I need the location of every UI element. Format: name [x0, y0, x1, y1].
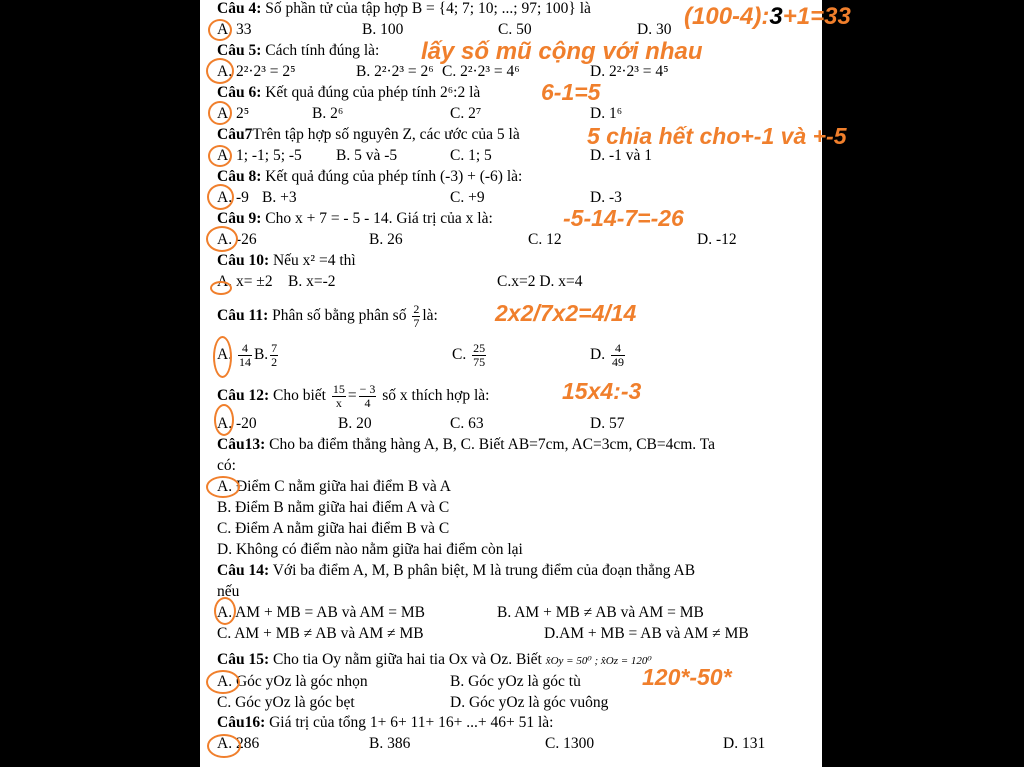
q15-option-a: A. Góc yOz là góc nhọn [217, 673, 368, 690]
q11-option-d: D. $\frac{4}{49}$ [590, 341, 624, 369]
annotation-q9: -5-14-7=-26 [563, 205, 684, 231]
answer-circle-q13 [206, 476, 240, 498]
question-7: Câu7Trên tập hợp số nguyên Z, các ước của 5 là [217, 126, 520, 143]
annotation-q15: 120*-50* [642, 664, 732, 690]
answer-circle-q8 [207, 184, 234, 210]
q14-option-b: B. AM + MB ≠ AB và AM = MB [497, 604, 704, 621]
q16-option-d: D. 131 [723, 735, 766, 752]
q16-option-b: B. 386 [369, 735, 411, 752]
annotation-q6: 6-1=5 [541, 79, 601, 105]
q7-option-b: B. 5 và -5 [336, 147, 398, 164]
question-13: Câu13: Cho ba điểm thẳng hàng A, B, C. Biết AB=7cm, AC=3cm, CB=4cm. Ta [217, 436, 716, 453]
question-16: Câu16: Giá trị của tổng 1+ 6+ 11+ 16+ ...+ 46+ 51 là: [217, 714, 554, 731]
q7-option-c: C. 1; 5 [450, 147, 492, 164]
q4-option-b: B. 100 [362, 21, 404, 38]
annotation-q7: 5 chia hết cho+-1 và +-5 [587, 123, 847, 149]
q11-option-a: A. $\frac{4}{14}$ B. $\frac{7}{2}$ [217, 341, 278, 369]
q6-option-a: A. 2⁵ [217, 105, 250, 122]
q5-option-d: D. 2²·2³ = 4⁵ [590, 63, 669, 80]
q9-option-d: D. -12 [697, 231, 737, 248]
q7-option-a: A. 1; -1; 5; -5 [217, 147, 302, 164]
annotation-q12: 15x4:-3 [562, 378, 642, 404]
q4-option-a: A. 33 [217, 21, 252, 38]
q10-option-a: A. x= ±2 [217, 273, 273, 290]
q8-option-b: B. +3 [262, 189, 297, 206]
q8-option-c: C. +9 [450, 189, 485, 206]
q6-option-c: C. 2⁷ [450, 105, 482, 122]
answer-circle-q11 [213, 336, 232, 378]
q14-option-a: A. AM + MB = AB và AM = MB [217, 604, 425, 621]
answer-circle-q16 [207, 734, 241, 758]
question-11: Câu 11: Phân số bằng phân số $\frac{2}{7}$ là: [217, 302, 438, 330]
q13-option-c: C. Điểm A nằm giữa hai điểm B và C [217, 520, 450, 537]
q13-option-a: A. Điểm C nằm giữa hai điểm B và A [217, 478, 451, 495]
q5-option-a: A. 2²·2³ = 2⁵ [217, 63, 296, 80]
q9-option-a: A. -26 [217, 231, 257, 248]
q13-option-d: D. Không có điểm nào nằm giữa hai điểm còn lại [217, 541, 523, 558]
q14-option-d: D.AM + MB = AB và AM ≠ MB [544, 625, 749, 642]
annotation-q4: (100-4):3+1=33 [684, 3, 851, 30]
q13-option-b: B. Điểm B nằm giữa hai điểm A và C [217, 499, 450, 516]
answer-circle-q7 [208, 145, 232, 167]
question-13-cont: có: [217, 457, 236, 474]
q15-option-b: B. Góc yOz là góc tù [450, 673, 581, 690]
q15-option-c: C. Góc yOz là góc bẹt [217, 694, 355, 711]
q11-fraction: $\frac{2}{7}$ [413, 302, 420, 330]
question-8: Câu 8: Kết quả đúng của phép tính (-3) + (-6) là: [217, 168, 523, 185]
q12-option-c: C. 63 [450, 415, 484, 432]
q8-option-d: D. -3 [590, 189, 622, 206]
answer-circle-q12 [214, 404, 234, 436]
answer-circle-q5 [206, 58, 234, 84]
q9-option-c: C. 12 [528, 231, 562, 248]
answer-circle-q9 [206, 226, 238, 252]
question-14: Câu 14: Với ba điểm A, M, B phân biệt, M là trung điểm của đoạn thẳng AB [217, 562, 696, 579]
answer-circle-q14 [214, 597, 236, 625]
question-12: Câu 12: Cho biết $\frac{15}{x}$ = $\frac{- 3}{4}$ số x thích hợp là: [217, 382, 490, 410]
answer-circle-q4 [208, 19, 232, 41]
q16-option-a: A. 286 [217, 735, 260, 752]
q12-option-a: A. -20 [217, 415, 257, 432]
q16-option-c: C. 1300 [545, 735, 595, 752]
question-14-cont: nếu [217, 583, 240, 600]
answer-circle-q6 [208, 101, 232, 125]
question-6: Câu 6: Kết quả đúng của phép tính 2⁶:2 là [217, 84, 481, 101]
q10-option-cd: C.x=2 D. x=4 [497, 273, 583, 290]
q11-option-c: C. $\frac{25}{75}$ [452, 341, 486, 369]
answer-circle-q15 [206, 670, 240, 694]
q15-option-d: D. Góc yOz là góc vuông [450, 694, 609, 711]
q5-option-b: B. 2²·2³ = 2⁶ [356, 63, 434, 80]
answer-circle-q10 [210, 281, 232, 295]
q12-option-d: D. 57 [590, 415, 625, 432]
question-5: Câu 5: Cách tính đúng là: [217, 42, 380, 59]
question-10: Câu 10: Nếu x² =4 thì [217, 252, 356, 269]
q10-option-b: B. x=-2 [288, 273, 336, 290]
q8-option-a: A. -9 [217, 189, 249, 206]
q5-option-c: C. 2²·2³ = 4⁶ [442, 63, 520, 80]
annotation-q11: 2x2/7x2=4/14 [495, 300, 637, 326]
q4-option-d: D. 30 [637, 21, 672, 38]
q4-option-c: C. 50 [498, 21, 532, 38]
q14-option-c: C. AM + MB ≠ AB và AM ≠ MB [217, 625, 424, 642]
q12-option-b: B. 20 [338, 415, 372, 432]
q7-option-d: D. -1 và 1 [590, 147, 652, 164]
question-4: Câu 4: Số phần tử của tập hợp B = {4; 7; 10; ...; 97; 100} là [217, 0, 591, 17]
question-15: Câu 15: Cho tia Oy nằm giữa hai tia Ox và Oz. Biết x̂Oy = 50⁰ ; x̂Oz = 120⁰ [217, 651, 652, 668]
q6-option-b: B. 2⁶ [312, 105, 344, 122]
question-9: Câu 9: Cho x + 7 = - 5 - 14. Giá trị của x là: [217, 210, 493, 227]
annotation-q5: lấy số mũ cộng với nhau [421, 38, 703, 65]
q6-option-d: D. 1⁶ [590, 105, 623, 122]
q9-option-b: B. 26 [369, 231, 403, 248]
